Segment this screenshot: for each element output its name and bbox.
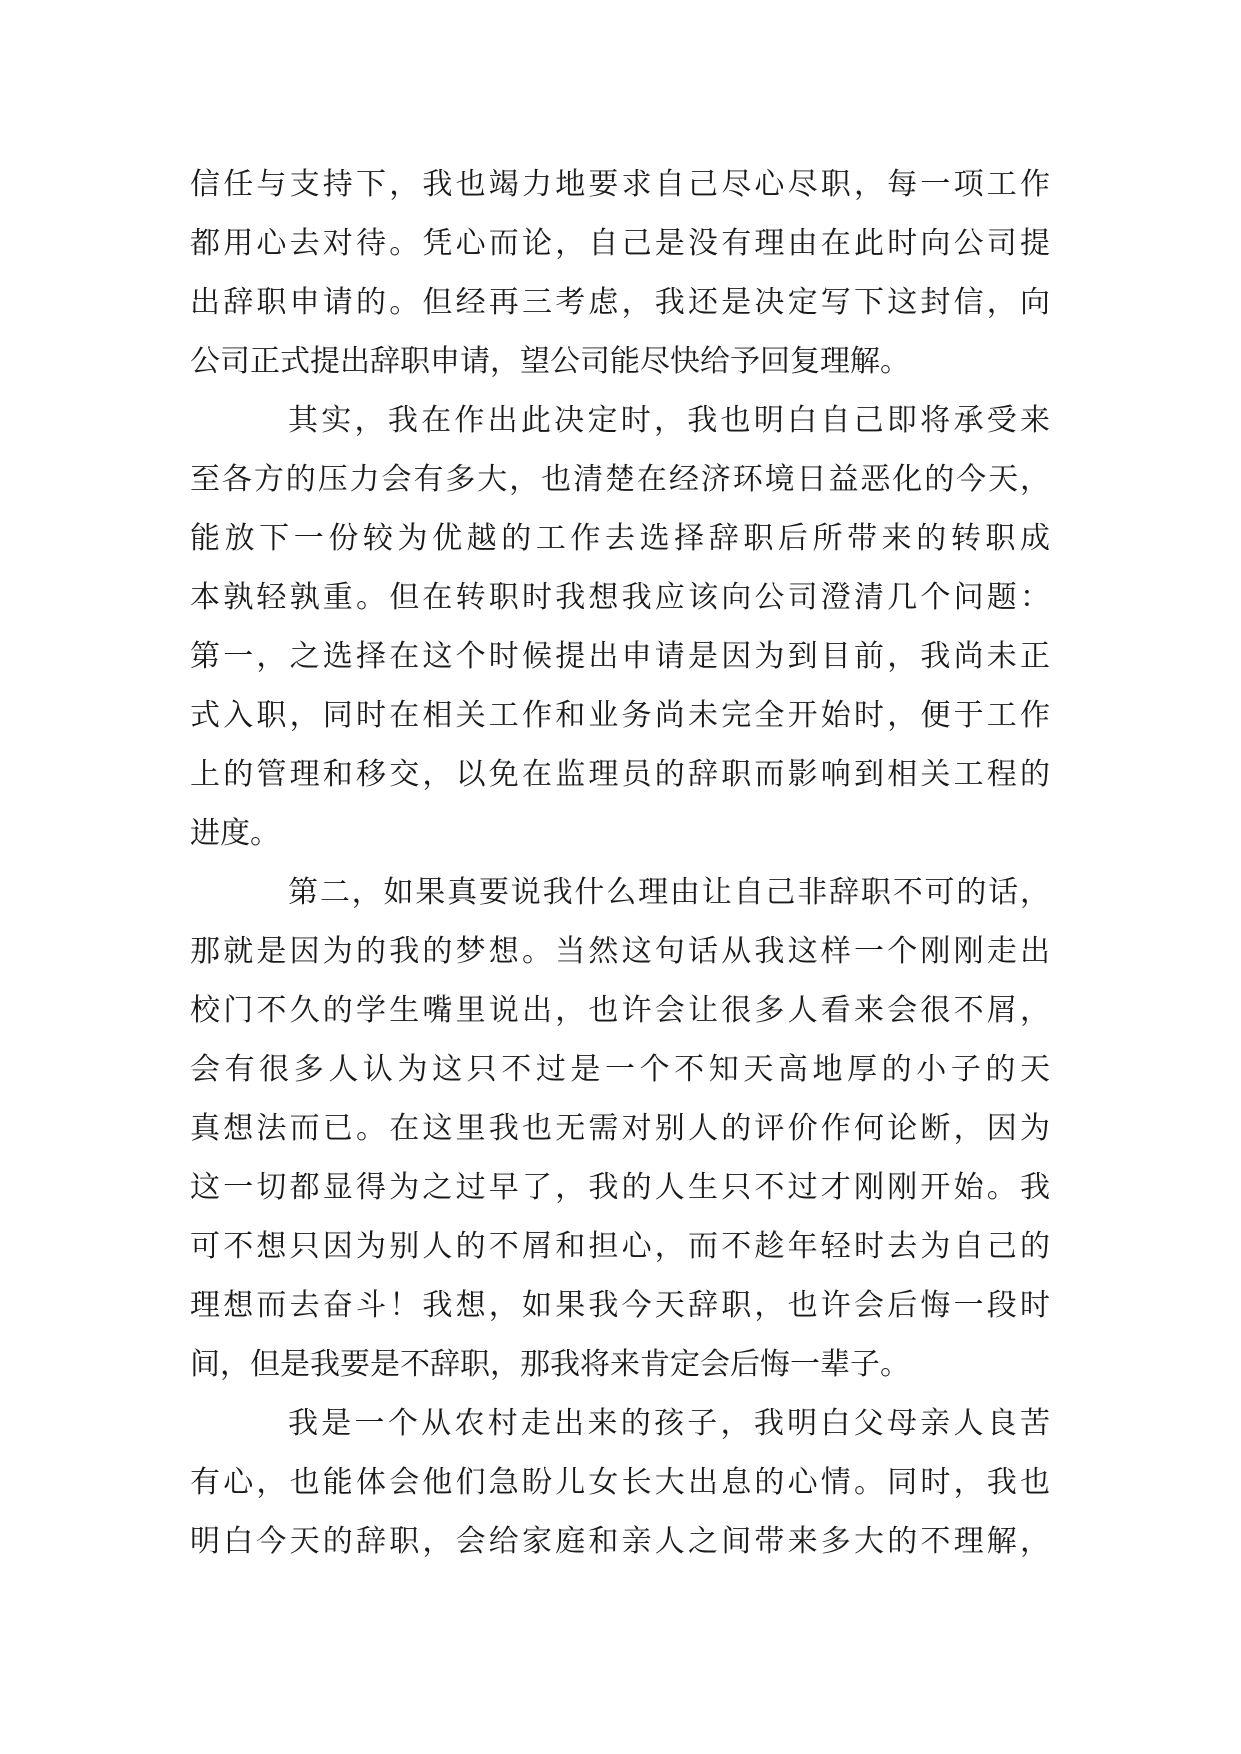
text-line: 可不想只因为别人的不屑和担心，而不趁年轻时去为自己的	[190, 1229, 1050, 1264]
text-line: 上的管理和移交，以免在监理员的辞职而影响到相关工程的	[190, 757, 1050, 792]
text-line: 第一，之选择在这个时候提出申请是因为到目前，我尚未正	[190, 639, 1050, 674]
text-line: 明白今天的辞职，会给家庭和亲人之间带来多大的不理解，	[190, 1524, 1050, 1559]
text-line: 会有很多人认为这只不过是一个不知天高地厚的小子的天	[190, 1052, 1050, 1087]
text-line: 式入职，同时在相关工作和业务尚未完全开始时，便于工作	[190, 698, 1050, 733]
text-line: 进度。	[190, 816, 280, 851]
text-line: 间，但是我要是不辞职，那我将来肯定会后悔一辈子。	[190, 1347, 910, 1382]
text-line: 有心，也能体会他们急盼儿女长大出息的心情。同时，我也	[190, 1465, 1050, 1500]
text-line: 理想而去奋斗！我想，如果我今天辞职，也许会后悔一段时	[190, 1288, 1050, 1323]
text-line: 至各方的压力会有多大，也清楚在经济环境日益恶化的今天，	[190, 462, 1050, 497]
text-line: 信任与支持下，我也竭力地要求自己尽心尽职，每一项工作	[190, 167, 1050, 202]
body-text	[190, 155, 1050, 1571]
text-line: 校门不久的学生嘴里说出，也许会让很多人看来会很不屑，	[190, 993, 1050, 1028]
paragraph-first-line: 其实，我在作出此决定时，我也明白自己即将承受来	[288, 403, 1050, 438]
text-line: 公司正式提出辞职申请，望公司能尽快给予回复理解。	[190, 344, 910, 379]
text-line: 那就是因为的我的梦想。当然这句话从我这样一个刚刚走出	[190, 934, 1050, 969]
paragraph-first-line: 第二，如果真要说我什么理由让自己非辞职不可的话，	[288, 875, 1050, 910]
text-line: 都用心去对待。凭心而论，自己是没有理由在此时向公司提	[190, 226, 1050, 261]
paragraph-first-line: 我是一个从农村走出来的孩子，我明白父母亲人良苦	[288, 1406, 1050, 1441]
text-line: 本孰轻孰重。但在转职时我想我应该向公司澄清几个问题：	[190, 580, 1050, 615]
text-line: 能放下一份较为优越的工作去选择辞职后所带来的转职成	[190, 521, 1050, 556]
text-line: 这一切都显得为之过早了，我的人生只不过才刚刚开始。我	[190, 1170, 1050, 1205]
text-line: 出辞职申请的。但经再三考虑，我还是决定写下这封信，向	[190, 285, 1050, 320]
text-line: 真想法而已。在这里我也无需对别人的评价作何论断，因为	[190, 1111, 1050, 1146]
